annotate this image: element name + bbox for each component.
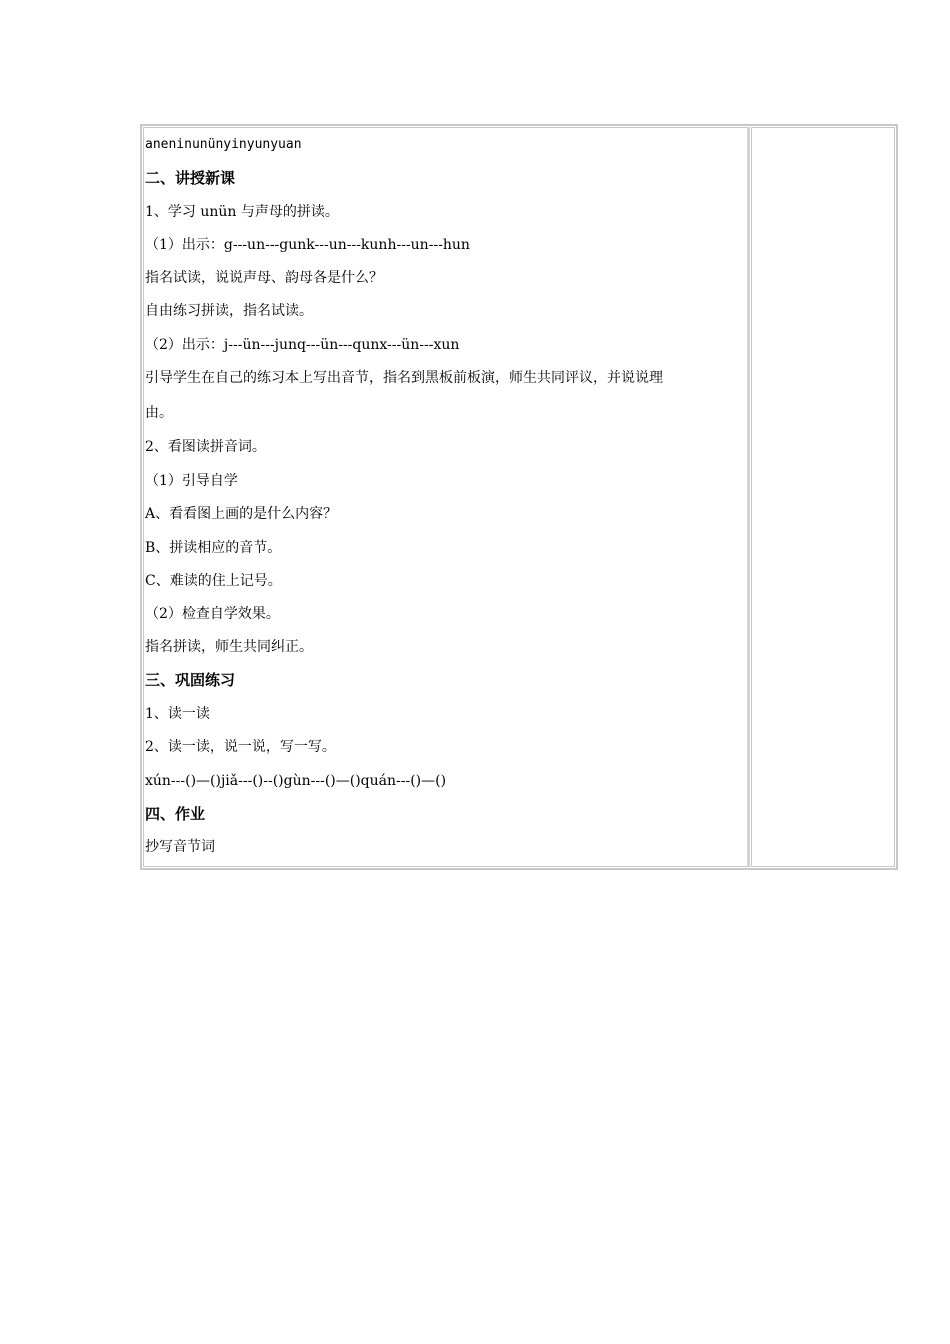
instruction-write-syllables-cont: 由。 <box>145 405 173 421</box>
show-example-1: （1）出示：g---un---gunk---un---kunh---un---hun <box>145 237 470 253</box>
notes-cell <box>751 127 895 867</box>
show-example-2: （2）出示：j---ün---junq---ün---qunx---ün---xun <box>145 337 460 353</box>
section-heading-new-lesson: 二、讲授新课 <box>145 169 236 187</box>
step-learn-un-un: 1、学习 unün 与声母的拼读。 <box>145 204 339 220</box>
section-heading-practice: 三、巩固练习 <box>145 671 236 689</box>
instruction-try-reading: 指名试读，说说声母、韵母各是什么？ <box>145 270 383 286</box>
check-self-study: （2）检查自学效果。 <box>145 606 280 622</box>
practice-read: 1、读一读 <box>145 706 210 722</box>
column-divider <box>747 127 750 867</box>
lesson-content-cell <box>143 127 749 867</box>
homework-copy-words: 抄写音节词 <box>145 839 215 855</box>
instruction-write-syllables: 引导学生在自己的练习本上写出音节，指名到黑板前板演，师生共同评议，并说说理 <box>145 370 663 386</box>
instruction-correct: 指名拼读，师生共同纠正。 <box>145 639 313 655</box>
guide-self-study: （1）引导自学 <box>145 473 238 489</box>
section-heading-homework: 四、作业 <box>145 805 206 823</box>
instruction-free-practice: 自由练习拼读，指名试读。 <box>145 303 313 319</box>
task-b: B、拼读相应的音节。 <box>145 540 282 556</box>
task-a: A、看看图上画的是什么内容？ <box>145 506 338 522</box>
finals-list: aneninunünyinyunyuan <box>145 137 302 152</box>
step-picture-reading: 2、看图读拼音词。 <box>145 439 266 455</box>
practice-exercise: xún---()—()jiǎ---()--()gùn---()—()quán---()—() <box>145 773 447 789</box>
lesson-table <box>140 124 898 870</box>
practice-read-say-write: 2、读一读，说一说，写一写。 <box>145 739 336 755</box>
task-c: C、难读的住上记号。 <box>145 573 282 589</box>
